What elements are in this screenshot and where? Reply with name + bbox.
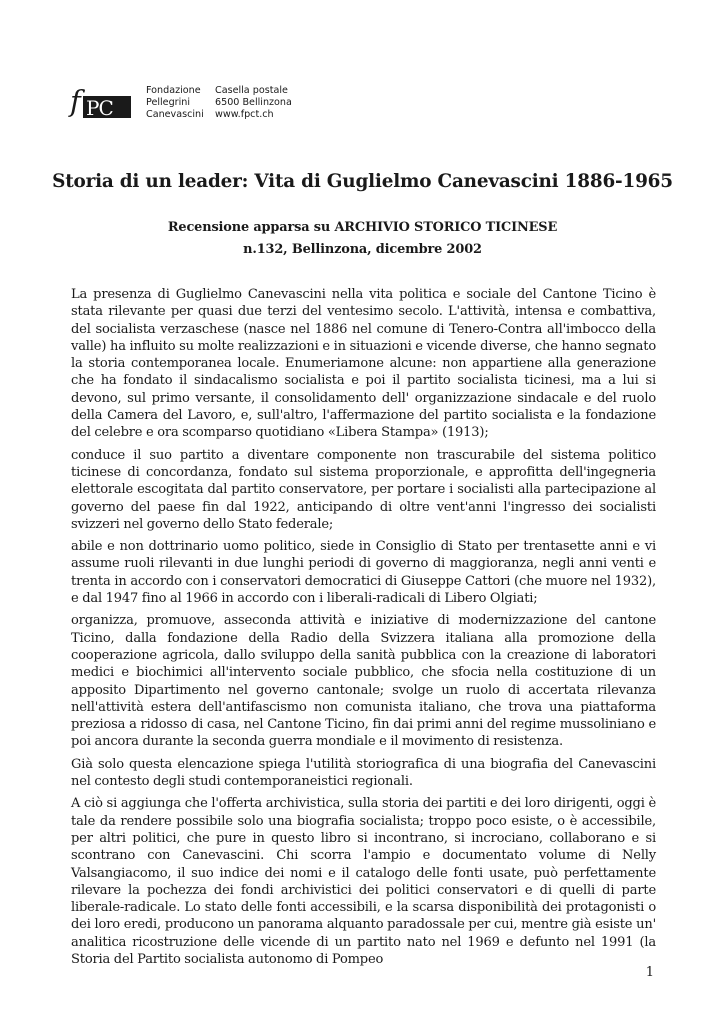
foundation-name bbox=[146, 85, 204, 121]
body-paragraph: A ciò si aggiunga che l'offerta archivistica, sulla storia dei partiti e dei loro dirigenti, oggi è tale da rendere possibile solo una biografia socialista; troppo poco esiste, o è accessibile, per altri politici, che pure in questo libro si incontrano, si incrociano, collaborano e si scontrano con Canevascini. Chi scorra l'ampio e documentato volume di Nelly Valsangiacomo, il suo indice dei nomi e il catalogo delle fonti usate, può perfettamente rilevare la pochezza dei fondi archivistici dei politici conservatori e di quelli di parte liberale-radicale. Lo stato delle fonti accessibili, e la scarsa disponibilità dei protagonisti o dei loro eredi, producono un panorama alquanto paradossale per cui, mentre già esiste un' analitica ricostruzione delle vicende di un partito nato nel 1969 e defunto nel 1991 (la Storia del Partito socialista autonomo di Pompeo bbox=[71, 796, 656, 967]
foundation-address bbox=[215, 85, 292, 121]
svg-text:PC: PC bbox=[86, 96, 113, 120]
body-paragraph: Già solo questa elencazione spiega l'utilità storiografica di una biografia del Canevascini nel contesto degli studi contemporaneistici regionali. bbox=[71, 756, 656, 790]
svg-text:f: f bbox=[70, 84, 81, 118]
document-subtitle-issue: n.132, Bellinzona, dicembre 2002 bbox=[243, 242, 482, 257]
fpc-logo-mark bbox=[68, 84, 132, 120]
document-subtitle: Recensione apparsa su ARCHIVIO STORICO TICINESE bbox=[167, 220, 558, 235]
body-paragraph: abile e non dottrinario uomo politico, siede in Consiglio di Stato per trentasette anni e vi assume ruoli rilevanti in due lunghi periodi di governo di maggioranza, negli anni venti e trenta in accordo con i conservatori democratici di Giuseppe Cattori (che muore nel 1932), e dal 1947 fino al 1966 in accordo con i liberali-radicali di Libero Olgiati; bbox=[71, 539, 656, 607]
fpc-logo bbox=[68, 84, 132, 120]
body-paragraph: organizza, promuove, asseconda attività e iniziative di modernizzazione del cantone Ticino, dalla fondazione della Radio della Svizzera italiana alla promozione della cooperazione agricola, dallo sviluppo della sanità pubblica con la creazione di laboratori medici e biochimici all'intervento sociale pubblico, che sfocia nella costituzione di un apposito Dipartimento nel governo cantonale; svolge un ruolo di accertata rilevanza nell'attività estera dell'antifascismo non comunista italiano, che trova una piattaforma preziosa a ridosso di casa, nel Cantone Ticino, fin dai primi anni del regime mussoliniano e poi ancora durante la seconda guerra mondiale e il movimento di resistenza. bbox=[71, 613, 656, 750]
document-body bbox=[71, 286, 656, 973]
page-number: 1 bbox=[645, 965, 654, 980]
foundation-name-line: Pellegrini bbox=[146, 97, 191, 108]
website-link[interactable]: www.fpct.ch bbox=[215, 109, 274, 120]
document-title: Storia di un leader: Vita di Guglielmo Canevascini 1886-1965 bbox=[52, 171, 673, 192]
foundation-name-line: Fondazione bbox=[146, 85, 201, 96]
foundation-name-line: Canevascini bbox=[146, 109, 204, 120]
address-line: 6500 Bellinzona bbox=[215, 97, 292, 108]
body-paragraph: conduce il suo partito a diventare componente non trascurabile del sistema politico ticinese di concordanza, fondato sul sistema proporzionale, e approfitta dell'ingegneria elettorale escogitata dal partito conservatore, per portare i socialisti alla partecipazione al governo del paese fin dal 1922, anticipando di oltre vent'anni l'ingresso dei socialisti svizzeri nel governo dello Stato federale; bbox=[71, 447, 656, 532]
address-line: Casella postale bbox=[215, 85, 288, 96]
body-paragraph: La presenza di Guglielmo Canevascini nella vita politica e sociale del Cantone Ticino è stata rilevante per quasi due terzi del ventesimo secolo. L'attività, intensa e combattiva, del socialista verzaschese (nasce nel 1886 nel comune di Tenero-Contra all'imbocco della valle) ha influito su molte realizzazioni e in situazioni e vicende diverse, che hanno segnato la storia contemporanea locale. Enumeriamone alcune: non appartiene alla generazione che ha fondato il sindacalismo socialista e poi il partito socialista ticinesi, ma a lui si devono, sul primo versante, il consolidamento dell' organizzazione sindacale e del ruolo della Camera del Lavoro, e, sull'altro, l'affermazione del partito socialista e la fondazione del celebre e ora scomparso quotidiano «Libera Stampa» (1913); bbox=[71, 287, 656, 441]
